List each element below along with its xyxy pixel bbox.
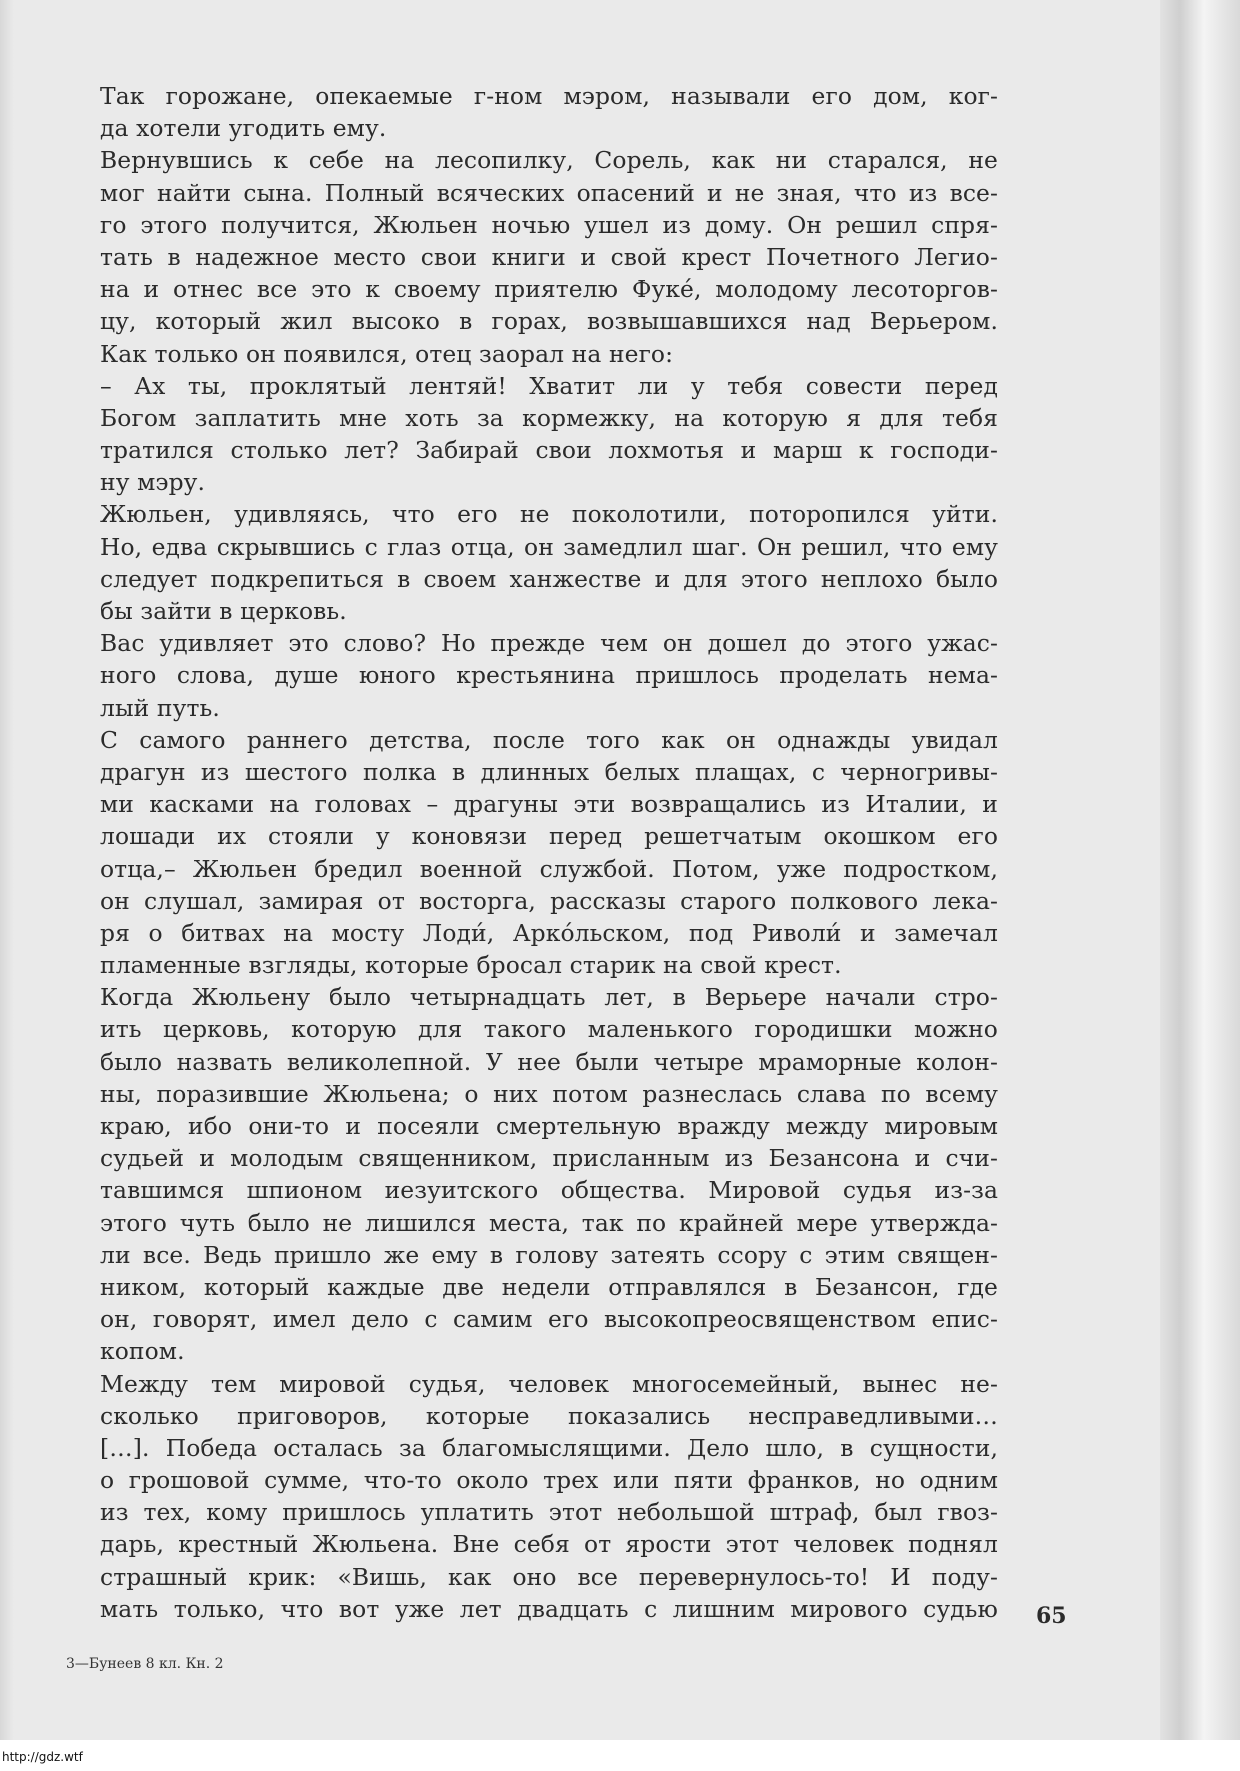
text-line: […]. Победа осталась за благомыслящими. Дело шло, в сущности, bbox=[100, 1433, 998, 1462]
text-line: Когда Жюльену было четырнадцать лет, в Верьере начали стро- bbox=[100, 983, 998, 1012]
text-line: Как только он появился, отец заорал на него: bbox=[100, 339, 674, 368]
text-line: Но, едва скрывшись с глаз отца, он замедлил шаг. Он решил, что ему bbox=[100, 532, 998, 561]
text-line: на и отнес все это к своему приятелю Фуке́, молодому лесоторгов- bbox=[100, 275, 998, 304]
text-line: Жюльен, удивляясь, что его не поколотили, поторопился уйти. bbox=[100, 500, 998, 529]
text-line: о грошовой сумме, что-то около трех или пяти франков, но одним bbox=[100, 1466, 998, 1495]
text-line: го этого получится, Жюльен ночью ушел из дому. Он решил спря- bbox=[100, 210, 998, 239]
text-line: сколько приговоров, которые показались несправедливыми… bbox=[100, 1401, 998, 1430]
text-line: он слушал, замирая от восторга, рассказы старого полкового лека- bbox=[100, 886, 998, 915]
text-line: ного слова, душе юного крестьянина пришлось проделать нема- bbox=[100, 661, 998, 690]
text-line: страшный крик: «Вишь, как оно все перевернулось-то! И поду- bbox=[100, 1562, 998, 1591]
text-line: ником, который каждые две недели отправлялся в Безансон, где bbox=[100, 1272, 998, 1301]
text-line: ли все. Ведь пришло же ему в голову затеять ссору с этим священ- bbox=[100, 1240, 998, 1269]
text-line: ну мэру. bbox=[100, 468, 206, 497]
text-line: тавшимся шпионом иезуитского общества. Мировой судья из-за bbox=[100, 1176, 998, 1205]
text-line: он, говорят, имел дело с самим его высокопреосвященством епис- bbox=[100, 1305, 998, 1334]
text-line: краю, ибо они-то и посеяли смертельную вражду между мировым bbox=[100, 1112, 998, 1140]
text-line: было назвать великолепной. У нее были четыре мраморные колон- bbox=[100, 1047, 998, 1076]
text-line: ны, поразившие Жюльена; о них потом разнеслась слава по всему bbox=[100, 1079, 998, 1108]
text-line: – Ах ты, проклятый лентяй! Хватит ли у тебя совести перед bbox=[100, 371, 998, 400]
text-line: ми касками на головах – драгуны эти возвращались из Италии, и bbox=[100, 790, 998, 819]
text-line: лый путь. bbox=[100, 693, 220, 722]
text-line: Так горожане, опекаемые г-ном мэром, называли его дом, ког- bbox=[100, 82, 998, 110]
text-line: мог найти сына. Полный всяческих опасений и не зная, что из все- bbox=[100, 178, 998, 207]
binding-shadow bbox=[1160, 0, 1240, 1740]
text-line: тратился столько лет? Забирай свои лохмотья и марш к господи- bbox=[100, 436, 998, 465]
text-line: этого чуть было не лишился места, так по крайней мере утвержда- bbox=[100, 1208, 998, 1237]
text-line: цу, который жил высоко в горах, возвышавшихся над Верьером. bbox=[100, 307, 998, 336]
text-line: Богом заплатить мне хоть за кормежку, на которую я для тебя bbox=[100, 403, 998, 432]
text-line: да хотели угодить ему. bbox=[100, 114, 387, 143]
text-line: Вернувшись к себе на лесопилку, Сорель, как ни старался, не bbox=[100, 146, 998, 175]
text-line: копом. bbox=[100, 1337, 185, 1366]
text-line: следует подкрепиться в своем ханжестве и для этого неплохо было bbox=[100, 564, 998, 593]
source-site-label: http://gdz.wtf bbox=[2, 1750, 83, 1764]
page-number: 65 bbox=[1036, 1603, 1067, 1629]
text-line: пламенные взгляды, которые бросал старик на свой крест. bbox=[100, 951, 842, 980]
text-line: бы зайти в церковь. bbox=[100, 597, 347, 625]
printer-signature: 3—Бунеев 8 кл. Кн. 2 bbox=[66, 1656, 224, 1672]
text-line: тать в надежное место свои книги и свой крест Почетного Легио- bbox=[100, 242, 998, 271]
text-line: ря о битвах на мосту Лоди́, Арко́льском, под Риволи́ и замечал bbox=[100, 918, 998, 947]
body-text bbox=[100, 80, 998, 1625]
text-line: лошади их стояли у коновязи перед решетчатым окошком его bbox=[100, 822, 998, 851]
text-line: Вас удивляет это слово? Но прежде чем он дошел до этого ужас- bbox=[100, 629, 998, 658]
text-line: отца,– Жюльен бредил военной службой. Потом, уже подростком, bbox=[100, 854, 998, 883]
text-line: дарь, крестный Жюльена. Вне себя от ярости этот человек поднял bbox=[100, 1530, 998, 1559]
text-line: ить церковь, которую для такого маленького городишки можно bbox=[100, 1015, 998, 1044]
page-left-edge bbox=[0, 0, 14, 1740]
text-line: судьей и молодым священником, присланным из Безансона и счи- bbox=[100, 1144, 998, 1173]
text-line: С самого раннего детства, после того как он однажды увидал bbox=[100, 725, 998, 754]
text-line: Между тем мировой судья, человек многосемейный, вынес не- bbox=[100, 1369, 998, 1398]
text-line: из тех, кому пришлось уплатить этот небольшой штраф, был гвоз- bbox=[100, 1498, 998, 1527]
text-line: драгун из шестого полка в длинных белых плащах, с черногривы- bbox=[100, 757, 998, 786]
text-line: мать только, что вот уже лет двадцать с лишним мирового судью bbox=[100, 1594, 998, 1623]
